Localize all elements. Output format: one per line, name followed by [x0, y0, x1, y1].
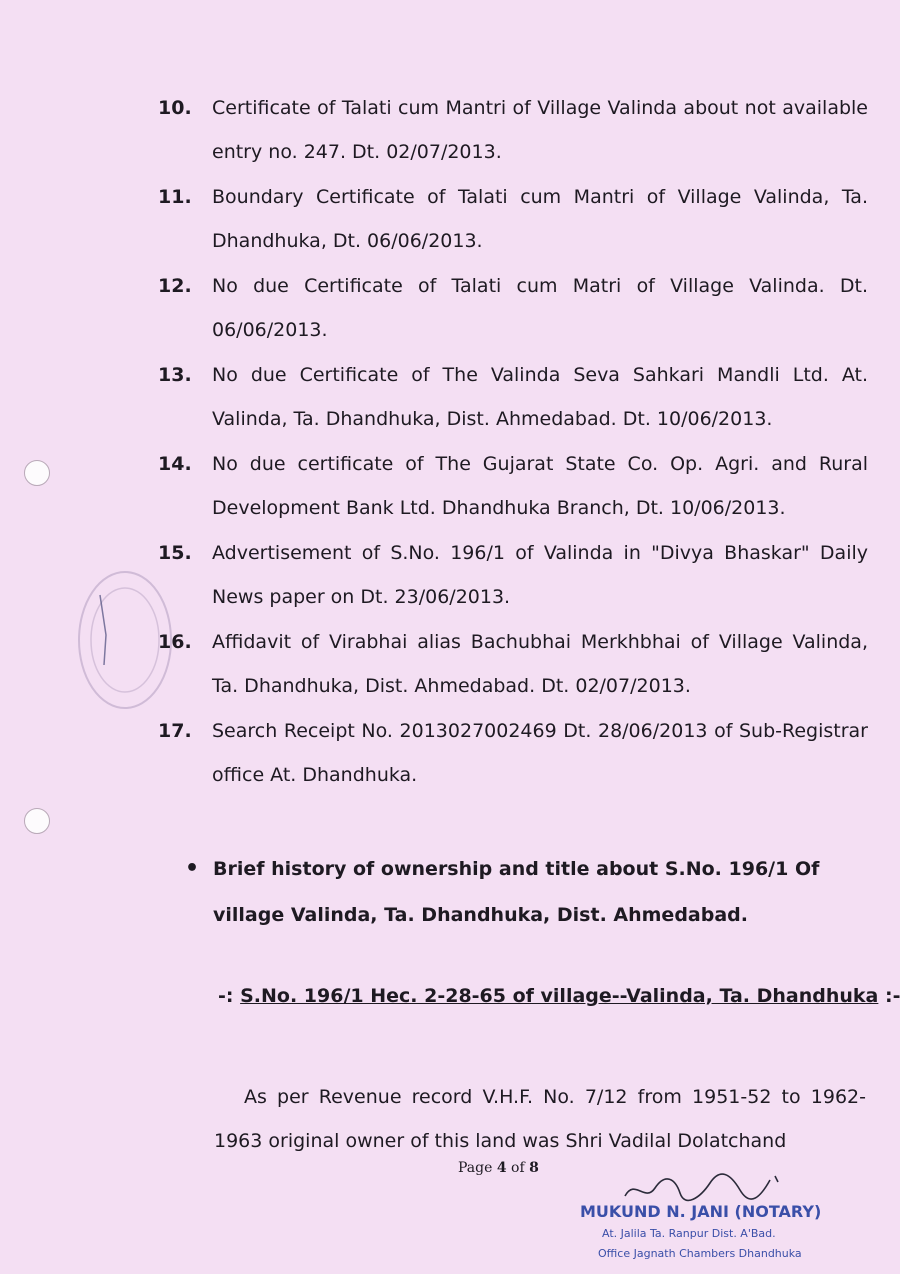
page-number: [458, 1160, 539, 1176]
item-number: 14.: [158, 453, 192, 475]
list-item: [158, 620, 868, 708]
body-paragraph: As per Revenue record V.H.F. No. 7/12 from 1951-52 to 1962-1963 original owner of this land was Shri Vadilal Dolatchand: [214, 1086, 866, 1152]
list-item: [158, 442, 868, 530]
page-current: 4: [496, 1160, 507, 1176]
item-number: 10.: [158, 97, 192, 119]
list-item: [158, 264, 868, 352]
item-text: Boundary Certificate of Talati cum Mantri of Village Valinda, Ta. Dhandhuka, Dt. 06/06/2013.: [212, 186, 868, 252]
bullet-icon: •: [185, 856, 200, 881]
list-item: [158, 531, 868, 619]
item-number: 11.: [158, 186, 192, 208]
list-item: [158, 353, 868, 441]
document-list: [158, 86, 868, 798]
page-total: 8: [529, 1160, 539, 1176]
item-text: Certificate of Talati cum Mantri of Village Valinda about not available entry no. 247. Dt. 02/07/2013.: [212, 97, 868, 163]
item-text: No due Certificate of The Valinda Seva Sahkari Mandli Ltd. At. Valinda, Ta. Dhandhuka, Dist. Ahmedabad. Dt. 10/06/2013.: [212, 364, 868, 430]
item-number: 17.: [158, 720, 192, 742]
item-number: 15.: [158, 542, 192, 564]
heading-prefix: -:: [218, 985, 241, 1007]
bullet-text: Brief history of ownership and title about S.No. 196/1 Of village Valinda, Ta. Dhandhuka, Dist. Ahmedabad.: [213, 858, 820, 926]
item-text: No due certificate of The Gujarat State Co. Op. Agri. and Rural Development Bank Ltd. Dhandhuka Branch, Dt. 10/06/2013.: [212, 453, 868, 519]
section-heading: [218, 985, 900, 1007]
page-of: of: [506, 1160, 530, 1176]
item-text: Search Receipt No. 2013027002469 Dt. 28/06/2013 of Sub-Registrar office At. Dhandhuka.: [212, 720, 868, 786]
item-number: 16.: [158, 631, 192, 653]
item-text: Advertisement of S.No. 196/1 of Valinda in "Divya Bhaskar" Daily News paper on Dt. 23/06/2013.: [212, 542, 868, 608]
page-label: Page: [458, 1160, 497, 1176]
punch-hole: [24, 808, 50, 834]
list-item: [158, 86, 868, 174]
list-item: [158, 175, 868, 263]
notary-name: MUKUND N. JANI (NOTARY): [580, 1202, 822, 1221]
item-number: 13.: [158, 364, 192, 386]
heading-suffix: :-: [878, 985, 900, 1007]
history-bullet: [185, 846, 870, 938]
item-text: No due Certificate of Talati cum Matri of Village Valinda. Dt. 06/06/2013.: [212, 275, 868, 341]
item-number: 12.: [158, 275, 192, 297]
heading-underlined: S.No. 196/1 Hec. 2-28-65 of village--Valinda, Ta. Dhandhuka: [240, 985, 879, 1007]
notary-address-line2: Office Jagnath Chambers Dhandhuka: [598, 1247, 802, 1260]
notary-address-line1: At. Jalila Ta. Ranpur Dist. A'Bad.: [602, 1227, 776, 1240]
punch-hole: [24, 460, 50, 486]
item-text: Affidavit of Virabhai alias Bachubhai Merkhbhai of Village Valinda, Ta. Dhandhuka, Dist. Ahmedabad. Dt. 02/07/2013.: [212, 631, 868, 697]
list-item: [158, 709, 868, 797]
